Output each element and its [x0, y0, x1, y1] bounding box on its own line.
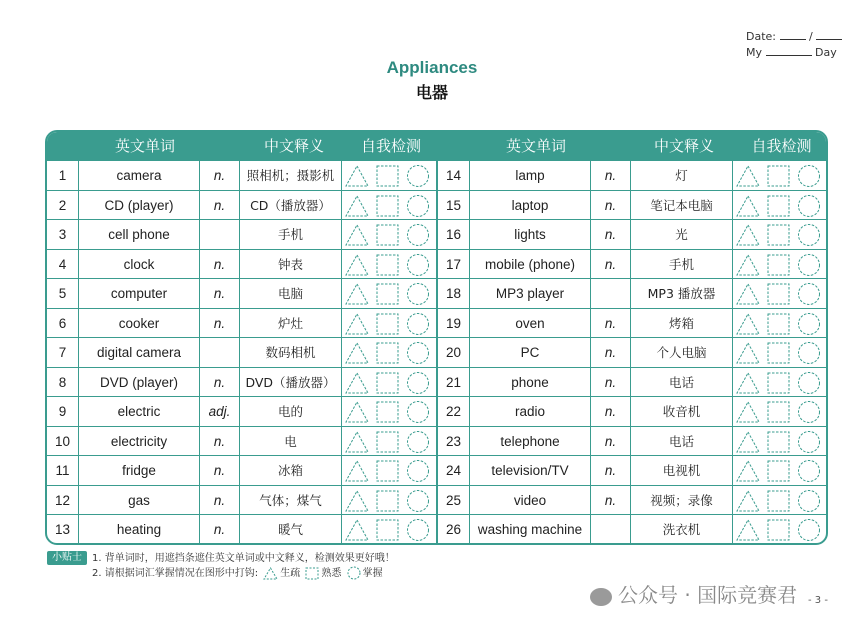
english-word: lamp [470, 161, 591, 191]
chinese-meaning: 烤箱 [631, 309, 733, 339]
self-check[interactable] [735, 338, 827, 368]
chinese-meaning: 手机 [631, 250, 733, 280]
page-title: Appliances [386, 58, 478, 77]
square-checkbox [377, 461, 398, 481]
chinese-meaning: DVD（播放器） [240, 368, 342, 398]
self-check[interactable] [735, 220, 827, 250]
legend-triangle-label: 生疏 [280, 568, 301, 579]
self-check[interactable] [344, 250, 436, 280]
circle-icon [347, 566, 361, 580]
circle-checkbox [408, 402, 429, 423]
square-checkbox [377, 225, 398, 245]
english-word: PC [470, 338, 591, 368]
english-word: camera [79, 161, 200, 191]
square-checkbox [768, 520, 789, 540]
part-of-speech: n. [591, 368, 631, 398]
square-checkbox [377, 314, 398, 334]
english-word: computer [79, 279, 200, 309]
chinese-meaning: 电话 [631, 427, 733, 457]
english-word: phone [470, 368, 591, 398]
row-number: 12 [47, 486, 79, 516]
self-check[interactable] [344, 161, 436, 191]
part-of-speech: n. [591, 309, 631, 339]
circle-checkbox [408, 284, 429, 305]
row-number: 5 [47, 279, 79, 309]
header-english-left: 英文单词 [114, 137, 175, 155]
triangle-checkbox [346, 432, 368, 452]
self-check[interactable] [344, 279, 436, 309]
part-of-speech: n. [200, 309, 240, 339]
chinese-meaning: 气体；煤气 [240, 486, 342, 516]
circle-checkbox [408, 343, 429, 364]
square-checkbox [768, 196, 789, 216]
month-blank[interactable] [780, 29, 806, 40]
row-number: 20 [438, 338, 470, 368]
part-of-speech: n. [591, 397, 631, 427]
part-of-speech: n. [591, 220, 631, 250]
row-number: 10 [47, 427, 79, 457]
square-checkbox [377, 343, 398, 363]
circle-checkbox [799, 284, 820, 305]
part-of-speech: n. [591, 486, 631, 516]
english-word: lights [470, 220, 591, 250]
square-checkbox [768, 402, 789, 422]
header-check-left: 自我检测 [360, 137, 421, 155]
english-word: DVD (player) [79, 368, 200, 398]
english-word: fridge [79, 456, 200, 486]
part-of-speech: n. [591, 191, 631, 221]
row-number: 8 [47, 368, 79, 398]
self-check[interactable] [735, 397, 827, 427]
tip-2-text: 2. 请根据词汇掌握情况在图形中打钩: [92, 568, 259, 579]
row-number: 1 [47, 161, 79, 191]
square-checkbox [768, 225, 789, 245]
square-checkbox [768, 166, 789, 186]
self-check[interactable] [735, 427, 827, 457]
vocab-table [45, 130, 828, 545]
chinese-meaning: 炉灶 [240, 309, 342, 339]
square-checkbox [377, 196, 398, 216]
triangle-checkbox [346, 314, 368, 334]
chinese-meaning: 照相机；摄影机 [240, 161, 342, 191]
page-subtitle: 电器 [415, 83, 448, 102]
part-of-speech: n. [200, 191, 240, 221]
circle-checkbox [799, 372, 820, 393]
chinese-meaning: 光 [631, 220, 733, 250]
chinese-meaning: 钟表 [240, 250, 342, 280]
center-divider [436, 132, 438, 543]
square-checkbox [377, 373, 398, 393]
header-check-right: 自我检测 [751, 137, 812, 155]
triangle-checkbox [737, 461, 759, 481]
chinese-meaning: 洗衣机 [631, 515, 733, 545]
triangle-checkbox [737, 314, 759, 334]
my-day-blank[interactable] [766, 45, 812, 56]
part-of-speech: n. [591, 250, 631, 280]
square-checkbox [377, 491, 398, 511]
self-check[interactable] [735, 279, 827, 309]
triangle-checkbox [346, 255, 368, 275]
circle-checkbox [799, 225, 820, 246]
tip-2 [92, 566, 383, 581]
self-check[interactable] [344, 309, 436, 339]
square-checkbox [768, 432, 789, 452]
self-check[interactable] [344, 397, 436, 427]
page-number: - 3 - [808, 595, 828, 606]
english-word: mobile (phone) [470, 250, 591, 280]
my-label: My [746, 46, 763, 59]
triangle-checkbox [346, 402, 368, 422]
square-checkbox [768, 491, 789, 511]
chinese-meaning: 个人电脑 [631, 338, 733, 368]
circle-checkbox [799, 402, 820, 423]
english-word: electricity [79, 427, 200, 457]
part-of-speech [591, 279, 631, 309]
english-word: MP3 player [470, 279, 591, 309]
self-check[interactable] [735, 456, 827, 486]
triangle-checkbox [737, 373, 759, 393]
square-checkbox [377, 432, 398, 452]
english-word: clock [79, 250, 200, 280]
part-of-speech: n. [200, 486, 240, 516]
triangle-checkbox [737, 225, 759, 245]
legend-square-label: 熟悉 [321, 568, 342, 579]
date-block [746, 29, 842, 61]
date-label: Date: [746, 30, 776, 43]
row-number: 21 [438, 368, 470, 398]
english-word: cooker [79, 309, 200, 339]
circle-checkbox [799, 166, 820, 187]
self-check[interactable] [735, 515, 827, 545]
row-number: 9 [47, 397, 79, 427]
tips-badge: 小贴士 [47, 551, 87, 565]
square-checkbox [768, 284, 789, 304]
circle-checkbox [408, 431, 429, 452]
part-of-speech: n. [200, 456, 240, 486]
english-word: television/TV [470, 456, 591, 486]
circle-checkbox [799, 490, 820, 511]
day-label: Day [815, 46, 837, 59]
chinese-meaning: 灯 [631, 161, 733, 191]
english-word: electric [79, 397, 200, 427]
square-checkbox [768, 343, 789, 363]
self-check[interactable] [735, 368, 827, 398]
circle-checkbox [799, 313, 820, 334]
row-number: 3 [47, 220, 79, 250]
row-number: 4 [47, 250, 79, 280]
chinese-meaning: 视频；录像 [631, 486, 733, 516]
triangle-icon [263, 567, 278, 580]
self-check[interactable] [735, 191, 827, 221]
square-checkbox [768, 373, 789, 393]
part-of-speech [200, 338, 240, 368]
triangle-checkbox [737, 343, 759, 363]
self-check[interactable] [344, 368, 436, 398]
chinese-meaning: 电 [240, 427, 342, 457]
row-number: 18 [438, 279, 470, 309]
triangle-checkbox [737, 432, 759, 452]
row-number: 13 [47, 515, 79, 545]
circle-checkbox [408, 254, 429, 275]
english-word: gas [79, 486, 200, 516]
circle-checkbox [408, 195, 429, 216]
triangle-checkbox [346, 343, 368, 363]
chinese-meaning: 手机 [240, 220, 342, 250]
self-check[interactable] [344, 456, 436, 486]
circle-checkbox [408, 461, 429, 482]
row-number: 23 [438, 427, 470, 457]
triangle-checkbox [346, 461, 368, 481]
chinese-meaning: MP3 播放器 [631, 279, 733, 309]
circle-checkbox [799, 520, 820, 541]
square-checkbox [768, 461, 789, 481]
part-of-speech [591, 515, 631, 545]
english-word: cell phone [79, 220, 200, 250]
english-word: video [470, 486, 591, 516]
triangle-checkbox [737, 284, 759, 304]
circle-checkbox [408, 372, 429, 393]
triangle-checkbox [737, 491, 759, 511]
part-of-speech: adj. [200, 397, 240, 427]
circle-checkbox [799, 461, 820, 482]
square-checkbox [377, 255, 398, 275]
date-slash: / [809, 30, 813, 43]
row-number: 22 [438, 397, 470, 427]
square-checkbox [377, 402, 398, 422]
chinese-meaning: 笔记本电脑 [631, 191, 733, 221]
circle-checkbox [408, 166, 429, 187]
triangle-checkbox [346, 373, 368, 393]
english-word: CD (player) [79, 191, 200, 221]
header-english-right: 英文单词 [505, 137, 566, 155]
square-checkbox [377, 284, 398, 304]
square-checkbox [768, 255, 789, 275]
triangle-checkbox [737, 166, 759, 186]
wechat-icon [590, 588, 612, 606]
row-number: 6 [47, 309, 79, 339]
self-check[interactable] [344, 220, 436, 250]
square-checkbox [768, 314, 789, 334]
part-of-speech [200, 220, 240, 250]
row-number: 2 [47, 191, 79, 221]
row-number: 7 [47, 338, 79, 368]
triangle-checkbox [737, 255, 759, 275]
circle-checkbox [408, 490, 429, 511]
circle-checkbox [408, 520, 429, 541]
english-word: laptop [470, 191, 591, 221]
triangle-checkbox [346, 491, 368, 511]
watermark [590, 579, 797, 608]
self-check[interactable] [344, 191, 436, 221]
day-blank[interactable] [816, 29, 842, 40]
chinese-meaning: 电视机 [631, 456, 733, 486]
triangle-checkbox [346, 166, 368, 186]
legend-circle-label: 掌握 [362, 568, 383, 579]
circle-checkbox [408, 313, 429, 334]
circle-checkbox [799, 343, 820, 364]
circle-checkbox [799, 431, 820, 452]
chinese-meaning: 电脑 [240, 279, 342, 309]
english-word: telephone [470, 427, 591, 457]
tip-1: 1. 背单词时，用遮挡条遮住英文单词或中文释义，检测效果更好哦！ [92, 553, 395, 564]
row-number: 25 [438, 486, 470, 516]
chinese-meaning: 电的 [240, 397, 342, 427]
triangle-checkbox [737, 402, 759, 422]
row-number: 26 [438, 515, 470, 545]
part-of-speech: n. [200, 161, 240, 191]
row-number: 14 [438, 161, 470, 191]
self-check[interactable] [735, 486, 827, 516]
self-check[interactable] [344, 427, 436, 457]
square-icon [305, 567, 319, 580]
triangle-checkbox [346, 225, 368, 245]
chinese-meaning: 冰箱 [240, 456, 342, 486]
part-of-speech: n. [591, 338, 631, 368]
circle-checkbox [799, 254, 820, 275]
part-of-speech: n. [200, 368, 240, 398]
square-checkbox [377, 166, 398, 186]
part-of-speech: n. [200, 250, 240, 280]
chinese-meaning: 暖气 [240, 515, 342, 545]
part-of-speech: n. [200, 427, 240, 457]
row-number: 16 [438, 220, 470, 250]
part-of-speech: n. [200, 279, 240, 309]
row-number: 11 [47, 456, 79, 486]
header-chinese-left: 中文释义 [263, 137, 324, 155]
square-checkbox [377, 520, 398, 540]
header-chinese-right: 中文释义 [653, 137, 714, 155]
self-check[interactable] [735, 309, 827, 339]
chinese-meaning: 电话 [631, 368, 733, 398]
row-number: 15 [438, 191, 470, 221]
english-word: washing machine [470, 515, 591, 545]
triangle-checkbox [346, 284, 368, 304]
row-number: 24 [438, 456, 470, 486]
chinese-meaning: 数码相机 [240, 338, 342, 368]
part-of-speech: n. [591, 161, 631, 191]
english-word: heating [79, 515, 200, 545]
english-word: digital camera [79, 338, 200, 368]
row-number: 19 [438, 309, 470, 339]
circle-checkbox [799, 195, 820, 216]
self-check[interactable] [344, 486, 436, 516]
watermark-text: 公众号 · 国际竞赛君 [618, 583, 798, 607]
english-word: oven [470, 309, 591, 339]
triangle-checkbox [737, 520, 759, 540]
chinese-meaning: CD（播放器） [240, 191, 342, 221]
part-of-speech: n. [591, 456, 631, 486]
self-check[interactable] [344, 515, 436, 545]
row-number: 17 [438, 250, 470, 280]
triangle-checkbox [737, 196, 759, 216]
part-of-speech: n. [591, 427, 631, 457]
english-word: radio [470, 397, 591, 427]
circle-checkbox [408, 225, 429, 246]
chinese-meaning: 收音机 [631, 397, 733, 427]
triangle-checkbox [346, 520, 368, 540]
self-check[interactable] [735, 161, 827, 191]
part-of-speech: n. [200, 515, 240, 545]
self-check[interactable] [735, 250, 827, 280]
self-check[interactable] [344, 338, 436, 368]
triangle-checkbox [346, 196, 368, 216]
